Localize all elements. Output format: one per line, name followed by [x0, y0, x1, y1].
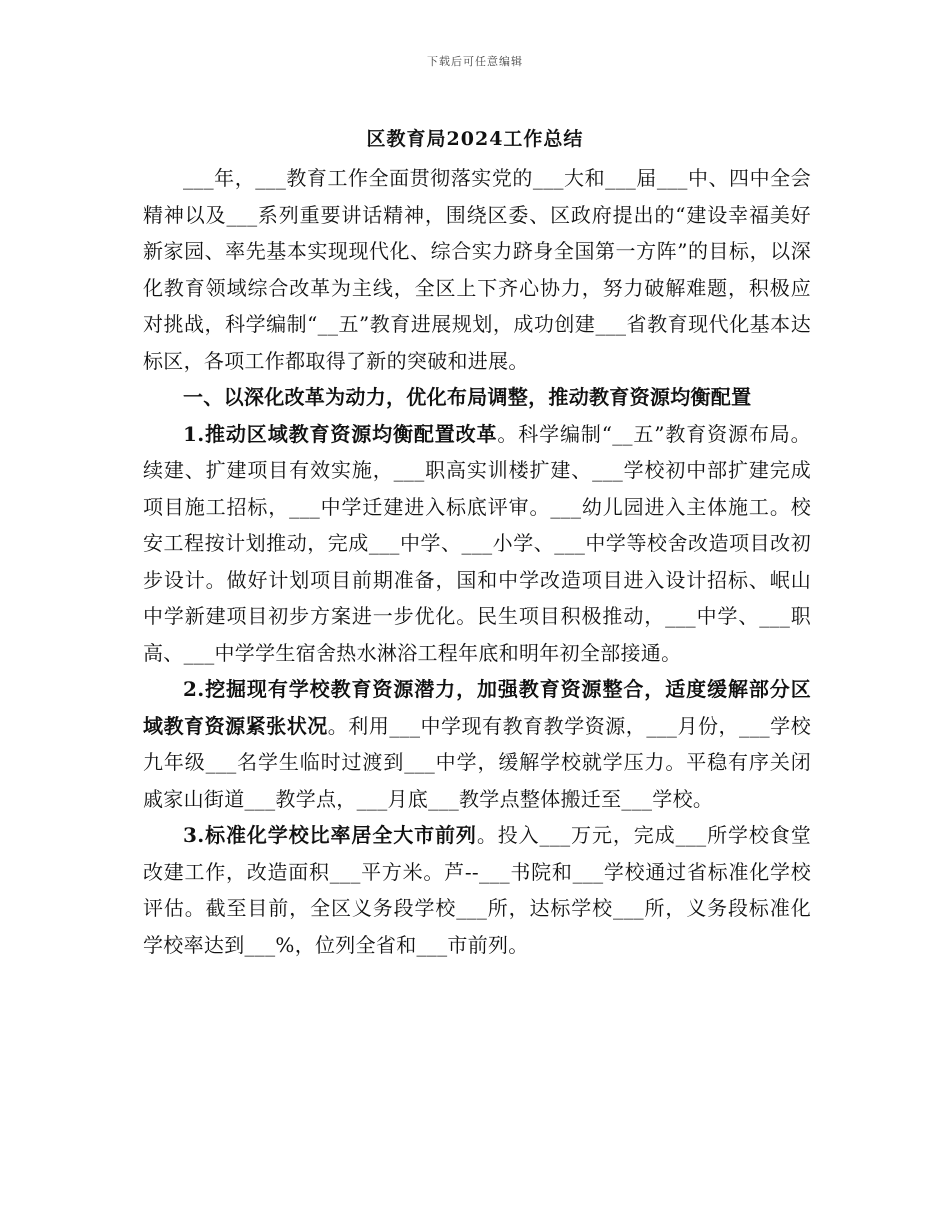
item-1-body: 。科学编制“__五”教育资源布局。续建、扩建项目有效实施，___职高实训楼扩建、___学校初中部扩建完成项目施工招标，___中学迁建进入标底评审。___幼儿园进入主体施工。校安工程按计划推动，完成___中学、___小学、___中学等校舍改造项目改初步设计。做好计划项目前期准备，国和中学改造项目进入设计招标、岷山中学新建项目初步方案进一步优化。民生项目积极推动，___中学、___职高、___中学学生宿舍热水淋浴工程年底和明年初全部接通。: [143, 421, 811, 665]
item-3-paragraph: [143, 817, 811, 963]
item-2-lead: 2.挖掘现有学校教育资源潜力，加强教育资源整合，适度缓解部分区域教育资源紧张状况: [143, 677, 811, 738]
item-3-lead: 3.标准化学校比率居全大市前列: [183, 823, 477, 847]
item-2-paragraph: [143, 671, 811, 817]
item-1-paragraph: [143, 416, 811, 672]
document-title: 区教育局2024工作总结: [366, 128, 584, 150]
intro-paragraph: ___年，___教育工作全面贯彻落实党的___大和___届___中、四中全会精神以及___系列重要讲话精神，围绕区委、区政府提出的“建设幸福美好新家园、率先基本实现现代化、综合实力跻身全国第一方阵”的目标，以深化教育领域综合改革为主线，全区上下齐心协力，努力破解难题，积极应对挑战，科学编制“__五”教育进展规划，成功创建___省教育现代化基本达标区，各项工作都取得了新的突破和进展。: [143, 166, 811, 373]
item-1-lead: 1.推动区域教育资源均衡配置改革: [183, 421, 498, 446]
page-header-note: 下载后可任意编辑: [427, 55, 523, 68]
document-body: [143, 160, 811, 963]
item-2-body: 。利用___中学现有教育教学资源，___月份，___学校九年级___名学生临时过渡到___中学，缓解学校就学压力。平稳有序关闭戚家山街道___教学点，___月底___教学点整体搬迁至___学校。: [143, 713, 812, 811]
section-1-heading: 一、以深化改革为动力，优化布局调整，推动教育资源均衡配置: [183, 385, 752, 409]
item-3-body: 。投入___万元，完成___所学校食堂改建工作，改造面积___平方米。芦--___书院和___学校通过省标准化学校评估。截至目前，全区义务段学校___所，达标学校___所，义务段标准化学校率达到___%，位列全省和___市前列。: [143, 823, 811, 957]
